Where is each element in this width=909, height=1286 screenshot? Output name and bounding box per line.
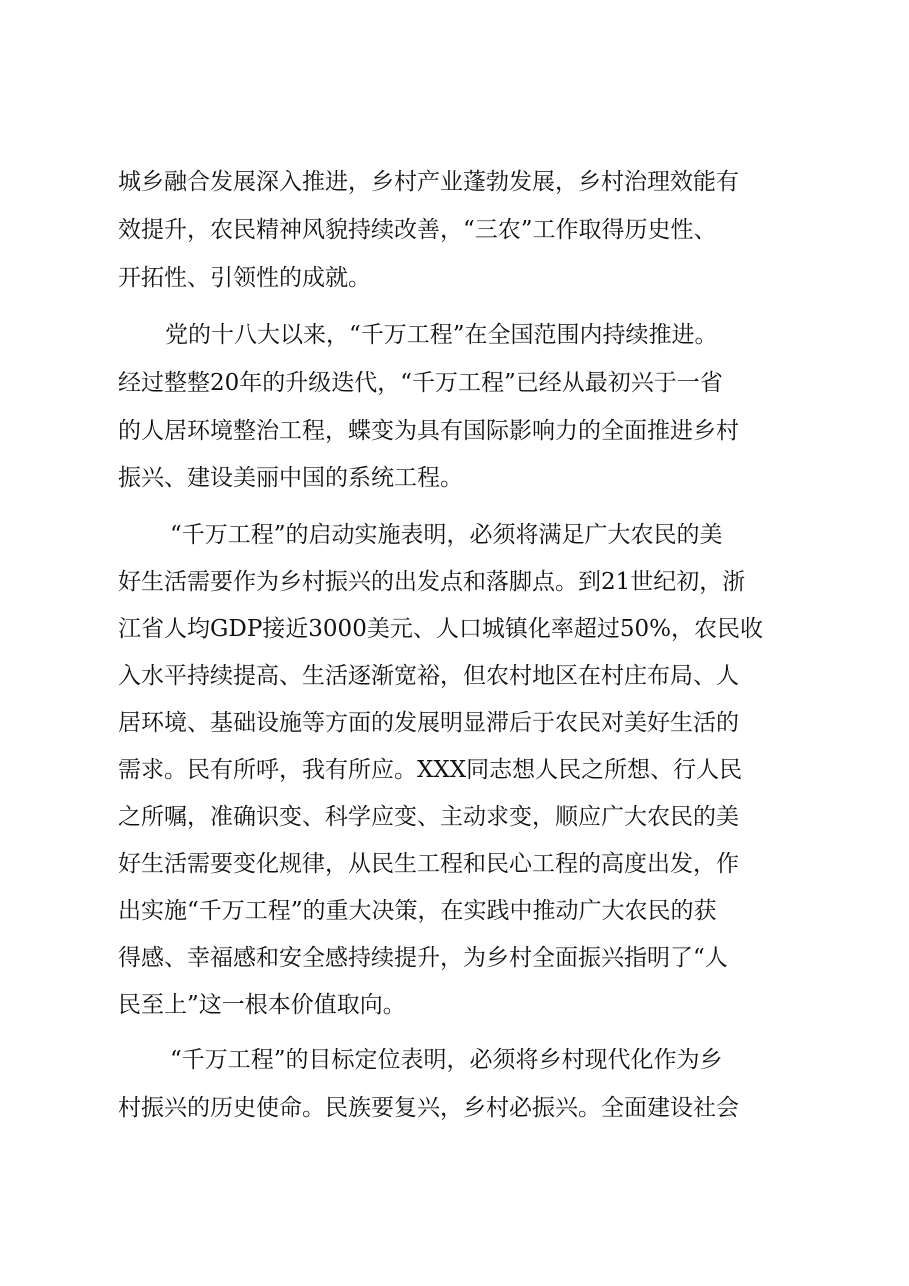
- text-line: 之所嘱，准确识变、科学应变、主动求变，顺应广大农民的美: [118, 804, 739, 830]
- text-line: 效提升，农民精神风貌持续改善，“三农”工作取得历史性、: [118, 217, 717, 243]
- text-line: 的人居环境整治工程，蝶变为具有国际影响力的全面推进乡村: [118, 418, 739, 444]
- text-line: 入水平持续提高、生活逐渐宽裕，但农村地区在村庄布局、人: [118, 663, 739, 689]
- text-line: 城乡融合发展深入推进，乡村产业蓬勃发展，乡村治理效能有: [118, 169, 739, 195]
- text-line: “千万工程”的目标定位表明，必须将乡村现代化作为乡: [170, 1047, 723, 1073]
- text-line: 江省人均GDP接近3000美元、人口城镇化率超过50%，农民收: [118, 616, 763, 642]
- text-line: 好生活需要作为乡村振兴的出发点和落脚点。到21世纪初，浙: [118, 569, 746, 595]
- text-line: 村振兴的历史使命。民族要复兴，乡村必振兴。全面建设社会: [118, 1095, 739, 1121]
- text-line: 民至上”这一根本价值取向。: [118, 992, 406, 1018]
- text-line: 振兴、建设美丽中国的系统工程。: [118, 465, 463, 491]
- text-line: 居环境、基础设施等方面的发展明显滞后于农民对美好生活的: [118, 710, 739, 736]
- text-line: 需求。民有所呼，我有所应。XXX同志想人民之所想、行人民: [118, 757, 743, 783]
- text-line: 出实施“千万工程”的重大决策，在实践中推动广大农民的获: [118, 898, 717, 924]
- text-line: 得感、幸福感和安全感持续提升，为乡村全面振兴指明了“人: [118, 945, 728, 971]
- text-line: 党的十八大以来，“千万工程”在全国范围内持续推进。: [165, 322, 718, 348]
- text-line: “千万工程”的启动实施表明，必须将满足广大农民的美: [170, 522, 723, 548]
- text-line: 开拓性、引领性的成就。: [118, 265, 371, 291]
- text-line: 好生活需要变化规律，从民生工程和民心工程的高度出发，作: [118, 851, 739, 877]
- text-line: 经过整整20年的升级迭代，“千万工程”已经从最初兴于一省: [118, 370, 723, 396]
